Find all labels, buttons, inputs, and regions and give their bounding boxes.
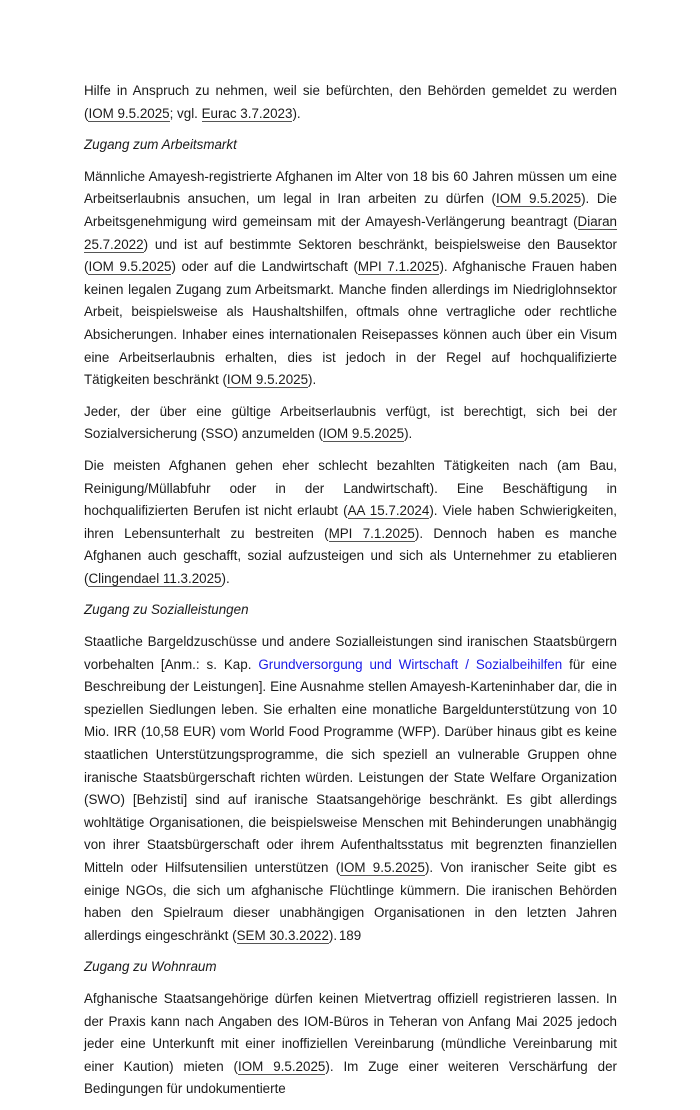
citation-link[interactable]: IOM 9.5.2025	[322, 426, 405, 442]
citation-link[interactable]: IOM 9.5.2025	[88, 105, 170, 121]
text-segment: ; vgl.	[169, 105, 202, 121]
citation-link[interactable]: Clingendael 11.3.2025	[88, 570, 222, 586]
text-segment: für eine Beschreibung der Leistungen]. Eine Ausnahme stellen Amayesh-Karteninhaber dar, die in speziellen Siedlungen leben. Sie erhalten eine monatliche Bargeldunterstützung von 10 Mio. IRR (10,58 EUR) vom World Food Programme (WFP). Darüber hinaus gibt es keine staatlichen Unterstützungsprogramme, die sich speziell an vulnerable Gruppen ohne iranische Staatsbürgerschaft richten würden. Leistungen der State Welfare Organization (SWO) [Behzisti] sind auf iranische Staatsangehörige beschränkt. Es gibt allerdings wohltätige Organisationen, die beispielsweise Menschen mit Behinderungen unabhängig von ihrer Staatsbürgerschaft oder ihrem Aufenthaltsstatus mit begrenzten finanziellen Mitteln oder Hilfsutensilien unterstützen (	[84, 656, 617, 875]
document-body	[84, 80, 617, 1110]
section-heading: Zugang zu Sozialleistungen	[84, 602, 249, 618]
cross-reference-link[interactable]: Grundversorgung und Wirtschaft / Sozialbeihilfen	[258, 656, 563, 672]
text-segment: ). Afghanische Frauen haben keinen legalen Zugang zum Arbeitsmarkt. Manche finden allerdings im Niedriglohnsektor Arbeit, beispielsweise als Haushaltshilfen, oftmals ohne vertragliche oder rechtliche Absicherungen. Inhaber eines internationalen Reisepasses können auch über ein Visum eine Arbeitserlaubnis erhalten, dies ist jedoch in der Regel auf hochqualifizierte Tätigkeiten beschränkt (	[84, 259, 617, 388]
citation-link[interactable]: IOM 9.5.2025	[496, 191, 582, 207]
text-segment: Männliche Amayesh-registrierte Afghanen im Alter von 18 bis 60 Jahren müssen um eine Arbeitserlaubnis ansuchen, um legal in Iran arbeiten zu dürfen (	[84, 168, 617, 207]
text-segment: ).	[292, 105, 301, 121]
section-heading: Zugang zum Arbeitsmarkt	[84, 137, 237, 153]
text-segment: ). Viele haben Schwierigkeiten, ihren Lebensunterhalt zu bestreiten (	[84, 503, 618, 541]
text-segment: Jeder, der über eine gültige Arbeitserlaubnis verfügt, ist berechtigt, sich bei der Sozialversicherung (SSO) anzumelden (	[84, 403, 617, 442]
paragraph	[84, 166, 617, 392]
paragraph	[84, 401, 617, 446]
paragraph	[84, 455, 617, 591]
text-segment: ) und ist auf bestimmte Sektoren beschränkt, beispielsweise den Bausektor (	[84, 236, 617, 275]
citation-link[interactable]: MPI 7.1.2025	[357, 259, 440, 275]
text-segment: ). Im Zuge einer weiteren Verschärfung der Bedingungen für undokumentierte	[84, 1058, 618, 1097]
citation-link[interactable]: IOM 9.5.2025	[340, 860, 425, 875]
text-segment: ).	[404, 426, 413, 442]
citation-link[interactable]: MPI 7.1.2025	[328, 525, 415, 541]
citation-link[interactable]: IOM 9.5.2025	[238, 1058, 326, 1074]
text-segment: ).	[308, 372, 317, 388]
text-segment: Staatliche Bargeldzuschüsse und andere Sozialleistungen sind iranischen Staatsbürgern vorbehalten [Anm.: s. Kap.	[84, 634, 617, 672]
citation-link[interactable]: IOM 9.5.2025	[88, 259, 172, 275]
text-segment: ) oder auf die Landwirtschaft (	[171, 259, 358, 275]
citation-link[interactable]: SEM 30.3.2022	[236, 927, 329, 943]
text-segment: Afghanische Staatsangehörige dürfen keinen Mietvertrag offiziell registrieren lassen. In der Praxis kann nach Angaben des IOM-Büros in Teheran von Anfang Mai 2025 jedoch jeder eine Unterkunft mit einer inoffiziellen Vereinbarung (mündliche Vereinbarung mit einer Kaution) mieten (	[84, 990, 617, 1074]
text-segment: ).	[221, 570, 230, 586]
citation-link[interactable]: AA 15.7.2024	[347, 503, 430, 519]
citation-link[interactable]: IOM 9.5.2025	[226, 372, 309, 388]
text-segment: ).	[328, 927, 338, 943]
text-segment: ). Die Arbeitsgenehmigung wird gemeinsam mit der Amayesh-Verlängerung beantragt (	[84, 191, 617, 229]
text-segment: ). Dennoch haben es manche Afghanen auch geschafft, sozial aufzusteigen und sich als Unternehmer zu etablieren (	[84, 525, 618, 586]
citation-link[interactable]: Diaran 25.7.2022	[84, 213, 617, 252]
text-segment: ). Von iranischer Seite gibt es einige NGOs, die sich um afghanische Flüchtlinge kümmern. Die iranischen Behörden haben den Spielraum dieser unabhängigen Organisationen in den letzten Jahren allerdings eingeschränkt (	[84, 860, 618, 943]
citation-link[interactable]: Eurac 3.7.2023	[201, 105, 293, 121]
paragraph	[84, 631, 617, 947]
page-number: 189	[338, 928, 362, 943]
paragraph	[84, 80, 617, 125]
section-heading: Zugang zu Wohnraum	[84, 959, 217, 975]
text-segment: Hilfe in Anspruch zu nehmen, weil sie befürchten, den Behörden gemeldet zu werden (	[84, 83, 617, 121]
text-segment: Die meisten Afghanen gehen eher schlecht bezahlten Tätigkeiten nach (am Bau, Reinigung/Müllabfuhr oder in der Landwirtschaft). Eine Beschäftigung in hochqualifizierten Berufen ist nicht erlaubt (	[84, 457, 617, 519]
paragraph	[84, 988, 617, 1101]
